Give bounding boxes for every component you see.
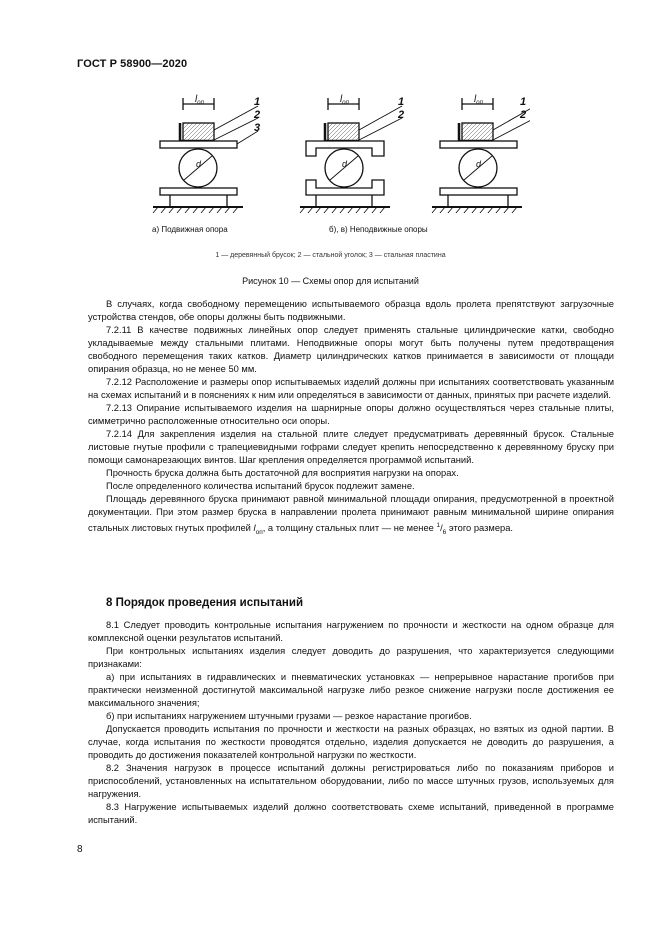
- movable-support-a: [153, 96, 261, 207]
- figure-label-a: а) Подвижная опора: [152, 225, 228, 234]
- callout-a-2: 2: [254, 109, 261, 121]
- paragraph: После определенного количества испытаний брусок подлежит замене.: [106, 481, 415, 491]
- body-text-8: [88, 619, 614, 827]
- fixed-support-c: [432, 98, 530, 207]
- paragraph: Площадь деревянного бруска принимают равной минимальной площади опирания, предусмотренной в проектной документации. При этом размер бруска в направлении пролета принимают равным минимальной ширине опирания стальных листовых гнутых профилей $l_{оп}$, а толщину стальных плит — не менее $^1/_6$ этого размера.: [88, 494, 614, 536]
- callout-b-2: 2: [398, 109, 405, 121]
- callout-c-1: 1: [520, 96, 527, 108]
- paragraph: 8.3 Нагружение испытываемых изделий должно соответствовать схеме испытаний, приведенной в программе испытаний.: [88, 802, 614, 825]
- paragraph: При контрольных испытаниях изделия следует доводить до разрушения, что характеризуется следующими признаками:: [88, 646, 614, 669]
- paragraph: 7.2.11 В качестве подвижных линейных опор следует применять стальные цилиндрические катки, свободно укладываемые между стальными плитами. Неподвижные опоры могут быть получены путем предотвращения свободного перемещения таких катков. Диаметр цилиндрических катков принимается в зависимости от площади опирания образца, но не менее 50 мм.: [88, 325, 614, 374]
- callout-a-1: 1: [254, 96, 261, 108]
- paragraph: Допускается проводить испытания по прочности и жесткости на разных образцах, но взятых из одной партии. В случае, когда испытания по жесткости проводятся отдельно, изделия допускается не доводить до разрушения, а проводить до достижения показателей контрольной нагрузки по жесткости.: [88, 724, 614, 760]
- paragraph: Прочность бруска должна быть достаточной для восприятия нагрузки на опорах.: [106, 468, 459, 478]
- fixed-support-b: [300, 96, 405, 207]
- support-diagram: [140, 88, 530, 248]
- page-number: 8: [77, 844, 83, 855]
- body-text-7-2: [88, 298, 614, 539]
- figure-legend: 1 — деревянный брусок; 2 — стальной уголок; 3 — стальная пластина: [215, 252, 446, 259]
- dimension-label-b: $l_{оп}$: [340, 94, 349, 106]
- paragraph: а) при испытаниях в гидравлических и пневматических установках — непрерывное нарастание прогибов при практически неизменной достигнутой максимальной нагрузке либо резкое снижение нагрузки после достижения ее максимального значения;: [88, 672, 614, 708]
- paragraph: б) при испытаниях нагружением штучными грузами — резкое нарастание прогибов.: [106, 711, 472, 721]
- paragraph: 8.2 Значения нагрузок в процессе испытаний должны регистрироваться либо по показаниям приборов и приспособлений, установленных на испытательном оборудовании, либо по массе штучных грузов, используемых для нагружения.: [88, 763, 614, 799]
- dimension-label-a: $l_{оп}$: [195, 94, 204, 106]
- diameter-label-b: d: [342, 159, 348, 169]
- figure-label-bc: б), в) Неподвижные опоры: [329, 225, 428, 234]
- figure-caption: Рисунок 10 — Схемы опор для испытаний: [242, 276, 419, 286]
- paragraph: 8.1 Следует проводить контрольные испытания нагружением по прочности и жесткости на одном образце для комплексной оценки результатов испытаний.: [88, 620, 614, 643]
- paragraph: 7.2.14 Для закрепления изделия на стальной плите следует предусматривать деревянный брусок. Стальные листовые гнутые профили с трапециевидными гофрами следует крепить непосредственно к деревянному бруску при помощи самонарезающих винтов. Шаг крепления определяется программой испытаний.: [88, 429, 614, 465]
- callout-c-2: 2: [520, 109, 527, 121]
- paragraph: В случаях, когда свободному перемещению испытываемого образца вдоль пролета препятствуют загрузочные устройства стендов, обе опоры должны быть подвижными.: [88, 299, 614, 322]
- document-header: ГОСТ Р 58900—2020: [77, 58, 188, 70]
- section-title: 8 Порядок проведения испытаний: [106, 597, 304, 609]
- dimension-label-c: $l_{оп}$: [474, 94, 483, 106]
- paragraph: 7.2.13 Опирание испытываемого изделия на шарнирные опоры должно осуществляться через стальные плиты, симметрично расположенные относительно оси опоры.: [88, 403, 614, 426]
- paragraph: 7.2.12 Расположение и размеры опор испытываемых изделий должны при испытаниях соответствовать указанным на схемах испытаний и в пояснениях к ним или определяться в зависимости от данных, принятых при расчете изделий.: [88, 377, 614, 400]
- callout-a-3: 3: [254, 122, 261, 134]
- callout-b-1: 1: [398, 96, 405, 108]
- diameter-label-c: d: [476, 159, 482, 169]
- diameter-label-a: d: [196, 159, 202, 169]
